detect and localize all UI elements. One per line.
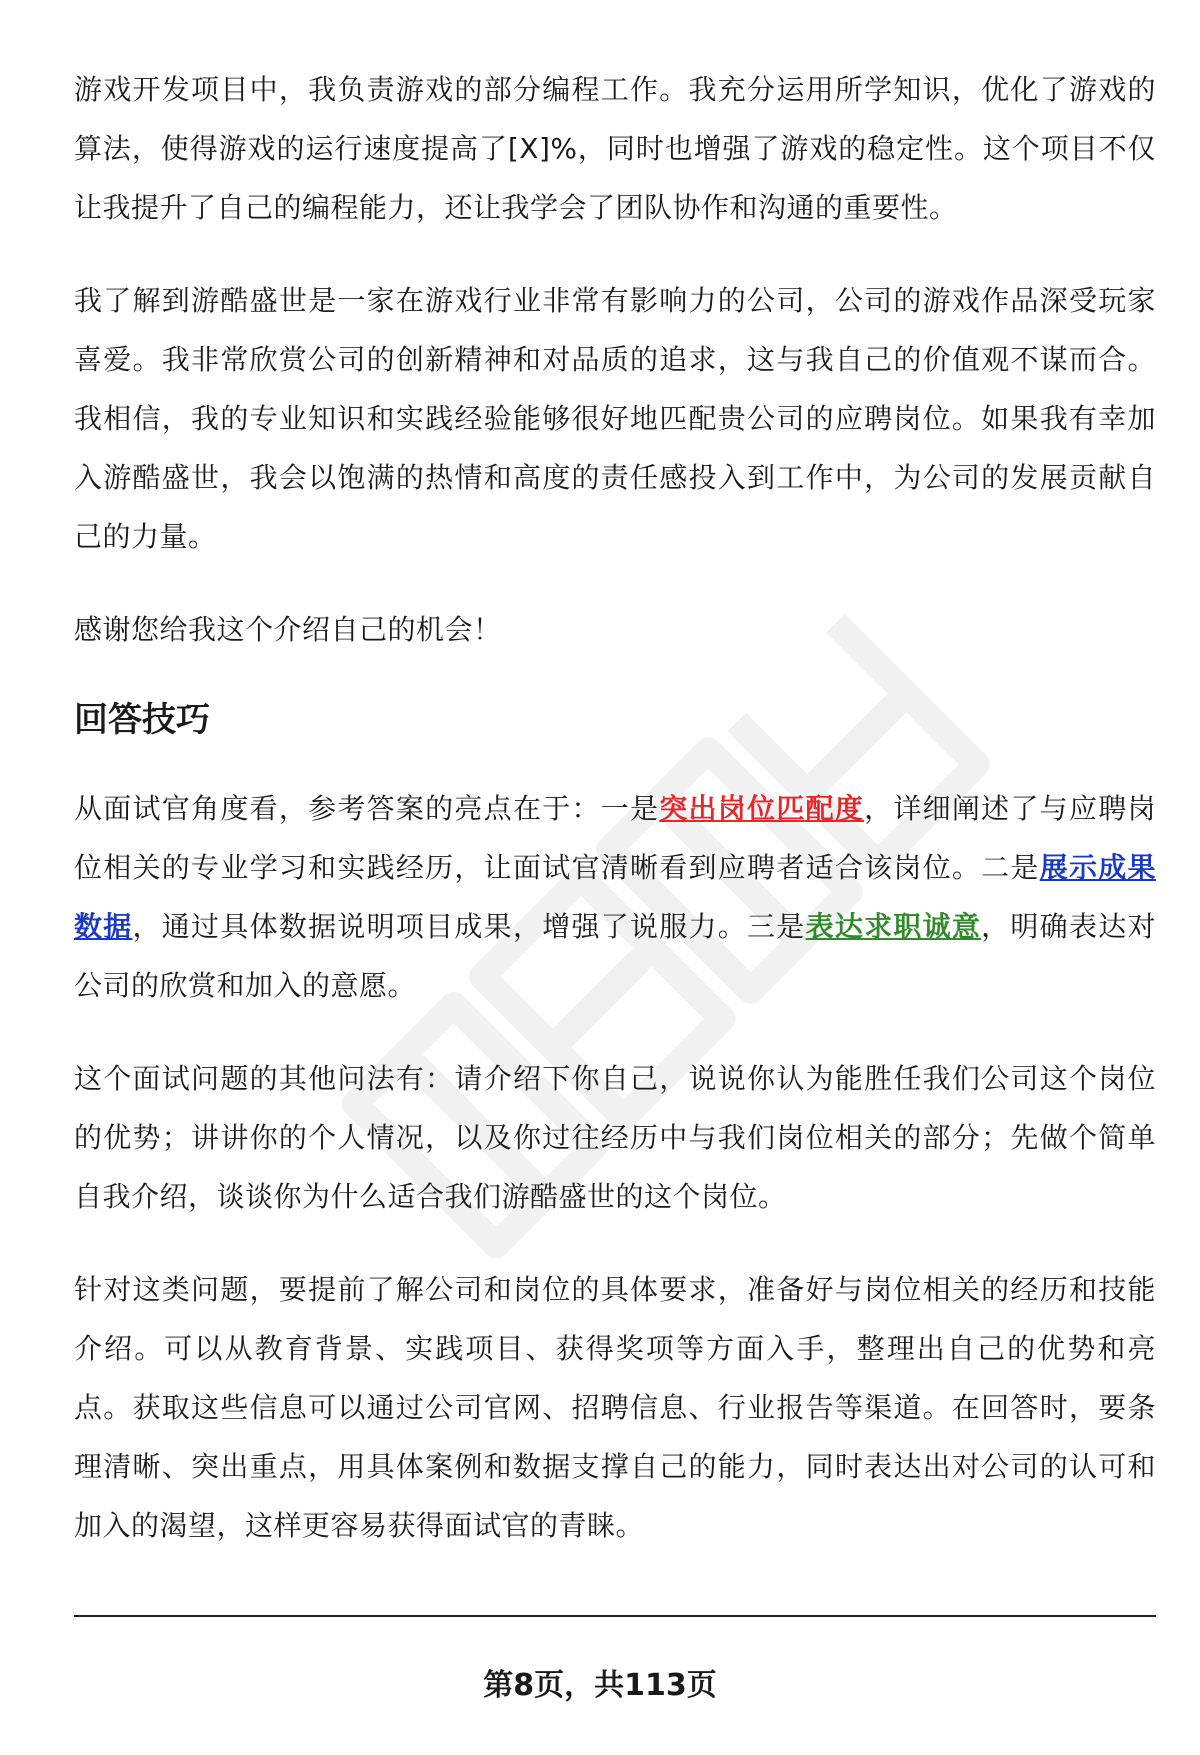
text-segment: 从面试官角度看，参考答案的亮点在于：一是 — [74, 792, 660, 825]
paragraph-answer-highlights — [74, 779, 1156, 1015]
highlight-sincerity: 表达求职诚意 — [805, 910, 982, 943]
document-body — [74, 60, 1156, 1589]
paragraph-project-experience: 游戏开发项目中，我负责游戏的部分编程工作。我充分运用所学知识，优化了游戏的算法，使得游戏的运行速度提高了[X]%，同时也增强了游戏的稳定性。这个项目不仅让我提升了自己的编程能力，还让我学会了团队协作和沟通的重要性。 — [74, 73, 1156, 224]
footer-divider — [74, 1615, 1156, 1617]
paragraph-preparation-advice: 针对这类问题，要提前了解公司和岗位的具体要求，准备好与岗位相关的经历和技能介绍。可以从教育背景、实践项目、获得奖项等方面入手，整理出自己的优势和亮点。获取这些信息可以通过公司官网、招聘信息、行业报告等渠道。在回答时，要条理清晰、突出重点，用具体案例和数据支撑自己的能力，同时表达出对公司的认可和加入的渴望，这样更容易获得面试官的青睐。 — [74, 1273, 1156, 1542]
page-number: 第8页，共113页 — [483, 1668, 717, 1703]
section-heading: 回答技巧 — [74, 700, 210, 740]
text-segment: ，明确表达对公司的欣赏和加入的意愿。 — [74, 910, 1156, 1002]
paragraph-alternative-questions: 这个面试问题的其他问法有：请介绍下你自己，说说你认为能胜任我们公司这个岗位的优势；讲讲你的个人情况，以及你过往经历中与我们岗位相关的部分；先做个简单自我介绍，谈谈你为什么适合我们游酷盛世的这个岗位。 — [74, 1062, 1156, 1213]
text-segment: ，通过具体数据说明项目成果，增强了说服力。三是 — [132, 910, 806, 943]
text-segment: ，详细阐述了与应聘岗位相关的专业学习和实践经历，让面试官清晰看到应聘者适合该岗位。二是 — [74, 792, 1156, 884]
highlight-job-match: 突出岗位匹配度 — [659, 792, 865, 825]
highlight-results-data: 展示成果数据 — [74, 851, 1156, 943]
paragraph-company-fit: 我了解到游酷盛世是一家在游戏行业非常有影响力的公司，公司的游戏作品深受玩家喜爱。我非常欣赏公司的创新精神和对品质的追求，这与我自己的价值观不谋而合。我相信，我的专业知识和实践经验能够很好地匹配贵公司的应聘岗位。如果我有幸加入游酷盛世，我会以饱满的热情和高度的责任感投入到工作中，为公司的发展贡献自己的力量。 — [74, 284, 1156, 553]
paragraph-thanks: 感谢您给我这个介绍自己的机会！ — [74, 613, 502, 646]
